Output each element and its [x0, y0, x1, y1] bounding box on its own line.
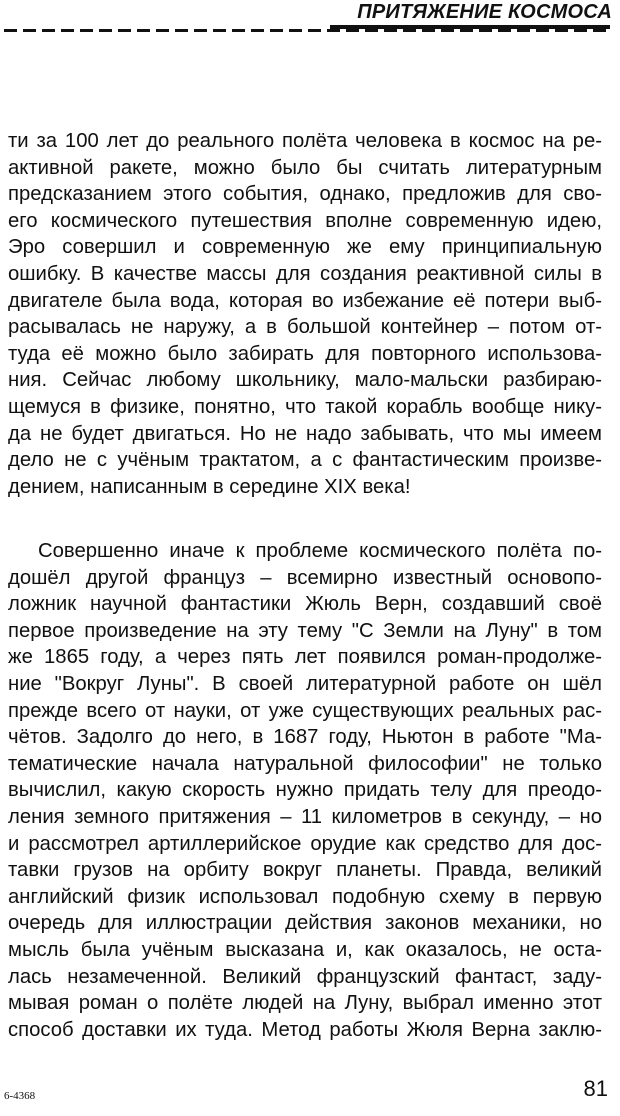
text-line: английский физик использовал подобную схему в первую — [8, 885, 602, 908]
text-line: очередь для иллюстрации действия законов механики, но — [8, 912, 602, 935]
text-line: ложник научной фантастики Жюль Верн, создавший своё — [8, 593, 602, 616]
text-line: вычислил, какую скорость нужно придать телу для преодо- — [8, 779, 602, 802]
text-line: дением, написанным в середине XIX века! — [8, 475, 411, 498]
text-line: дело не с учёным трактатом, а с фантастическим произве- — [8, 449, 602, 472]
text-line: активной ракете, можно было бы считать литературным — [8, 156, 602, 179]
text-line: да не будет двигаться. Но не надо забывать, что мы имеем — [8, 422, 602, 445]
text-line: и рассмотрел артиллерийское орудие как средство для дос- — [8, 832, 602, 855]
text-line: Эро совершил и современную же ему принципиальную — [8, 236, 602, 259]
text-line: чётов. Задолго до него, в 1687 году, Ньютон в работе "Ма- — [8, 726, 602, 749]
print-code: 6-4368 — [4, 1090, 36, 1102]
text-line: способ доставки их туда. Метод работы Жюля Верна заклю- — [8, 1018, 602, 1041]
text-line: тавки грузов на орбиту вокруг планеты. Правда, великий — [8, 859, 602, 882]
running-head-title: ПРИТЯЖЕНИЕ КОСМОСА — [357, 1, 612, 23]
text-line: предсказанием этого события, однако, предложив для сво- — [8, 183, 602, 206]
text-line: ления земного притяжения – 11 километров в секунду, – но — [8, 805, 602, 828]
text-line: мысль была учёным высказана и, как оказалось, не оста- — [8, 938, 602, 961]
page-number: 81 — [583, 1076, 608, 1101]
text-line: расывалась не наружу, а в большой контейнер – потом от- — [8, 316, 602, 339]
text-line: ошибку. В качестве массы для создания реактивной силы в — [8, 262, 602, 285]
header-dashed-rule — [4, 29, 610, 32]
text-line: ния. Сейчас любому школьнику, мало-мальски разбираю- — [8, 369, 602, 392]
text-line: первое произведение на эту тему "С Земли на Луну" в том — [8, 619, 602, 642]
text-line: Совершенно иначе к проблеме космического полёта по- — [38, 540, 602, 562]
paragraph-2 — [8, 538, 602, 1043]
text-line: лась незамеченной. Великий французский фантаст, заду- — [8, 965, 602, 988]
text-line: дошёл другой француз – всемирно известный основопо- — [8, 566, 602, 589]
text-line: ние "Вокруг Луны". В своей литературной работе он шёл — [8, 672, 602, 695]
text-line: мывая роман о полёте людей на Луну, выбрал именно этот — [8, 992, 602, 1015]
text-line: его космического путешествия вполне современную идею, — [8, 209, 602, 232]
text-line: двигателе была вода, которая во избежание её потери выб- — [8, 289, 602, 312]
text-line: ти за 100 лет до реального полёта человека в космос на ре- — [8, 130, 602, 152]
text-line: туда её можно было забирать для повторного использова- — [8, 342, 602, 365]
text-line: же 1865 году, а через пять лет появился роман-продолже- — [8, 646, 602, 669]
text-line: прежде всего от науки, от уже существующих реальных рас- — [8, 699, 602, 722]
text-line: тематические начала натуральной философии" не только — [8, 752, 602, 775]
text-line: щемуся в физике, понятно, что такой корабль вообще нику- — [8, 395, 602, 418]
paragraph-1 — [8, 128, 602, 500]
